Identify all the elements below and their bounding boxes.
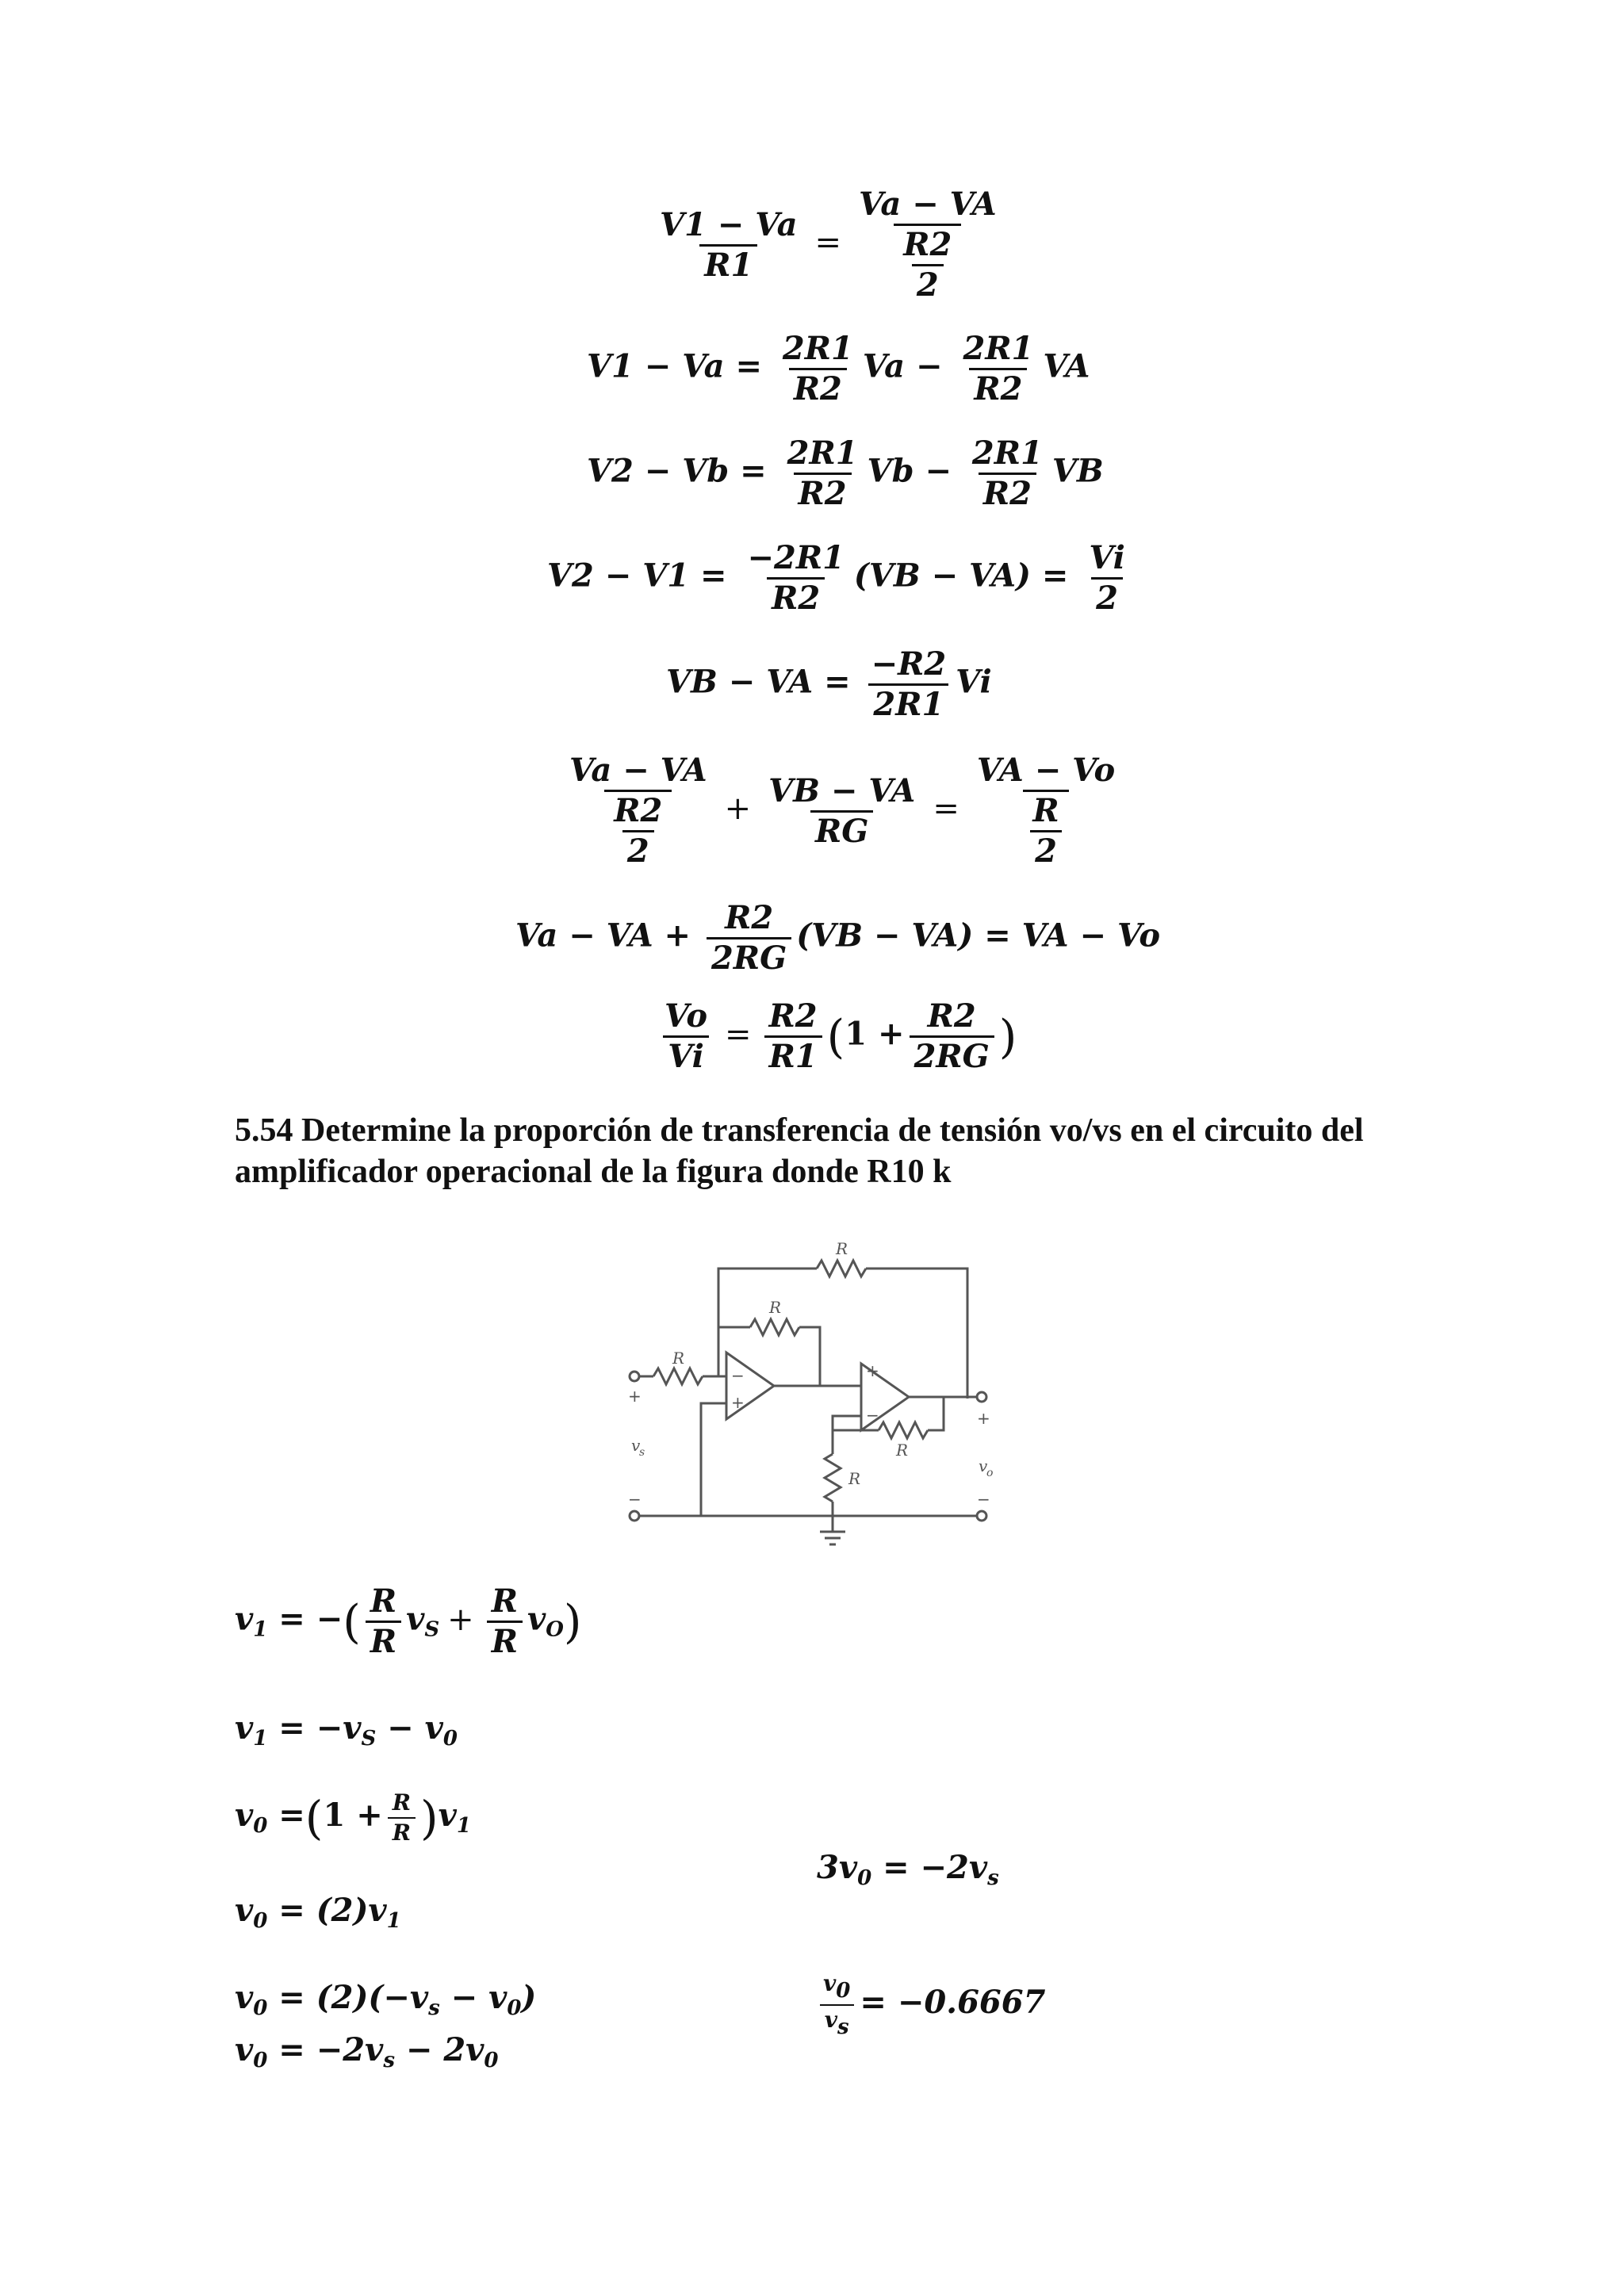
label-r-ground: R xyxy=(848,1469,861,1488)
eq6-frac3-den-den: 2 xyxy=(1030,830,1062,867)
eq3-frac2-den: R2 xyxy=(979,473,1036,510)
eq1-rhs-den-denominator: 2 xyxy=(912,264,944,301)
s1-equals: = − xyxy=(278,1600,343,1638)
solution-2 xyxy=(235,1709,458,1751)
eq3-lhs: V2 − Vb = xyxy=(587,452,767,490)
output-minus: − xyxy=(977,1490,990,1509)
equation-2 xyxy=(587,330,1090,408)
eq8-frac1-num: R2 xyxy=(768,997,818,1035)
eq4-lhs: V2 − V1 = xyxy=(547,557,727,595)
eq1-lhs-denominator: R1 xyxy=(699,244,757,281)
equation-6: $\frac{Va - VA}{\frac{R2}{2}}$ + $\frac{VB - VA}{RG}$ = $\frac{VA - Vo}{\frac{R}{2}}$ xyxy=(560,755,1124,867)
eq6-frac1-den-num: R2 xyxy=(614,792,663,829)
s3-frac-num: R xyxy=(392,1789,411,1816)
eq8-frac2-num: R2 xyxy=(927,997,976,1035)
s3-lhs-sub: 0 xyxy=(253,1814,268,1838)
input-terminal xyxy=(630,1372,639,1381)
s1-frac2-den: R xyxy=(487,1621,523,1658)
inner-feedback-wire-right xyxy=(799,1327,820,1386)
output-terminal xyxy=(977,1392,986,1402)
eq4-middle: (VB − VA) = xyxy=(853,557,1069,595)
s3-equals: = xyxy=(278,1797,305,1834)
s6-sub2: s xyxy=(383,2049,395,2072)
s1-lhs: v xyxy=(235,1600,254,1638)
eq6-frac2-den: RG xyxy=(810,810,873,848)
inner-resistor xyxy=(750,1319,799,1335)
s2-sub1: 1 xyxy=(253,1727,268,1751)
solution-1: $v_1$ = −( $\frac{R}{R}$ $v_S$ + $\frac{R}{R}$ $v_O$) xyxy=(235,1582,582,1660)
eq8-lhs-num: Vo xyxy=(665,997,708,1035)
output-plus: + xyxy=(977,1409,990,1428)
s7-lhs: 3v xyxy=(817,1849,858,1886)
equation-4 xyxy=(547,539,1135,617)
s3-term: v xyxy=(438,1797,457,1834)
eq2-frac1-num: 2R1 xyxy=(782,330,853,367)
s5-sub2: s xyxy=(428,1996,440,2020)
s2-v: v xyxy=(235,1709,254,1747)
eq5-frac-den: 2R1 xyxy=(868,683,948,721)
s1-frac1-den: R xyxy=(366,1621,401,1658)
opamp-circuit-diagram xyxy=(619,1221,1015,1586)
s6-rest: = −2v xyxy=(267,2031,384,2068)
equation-5 xyxy=(666,645,992,723)
eq3-frac1-num: 2R1 xyxy=(787,434,858,472)
s4-rest-sub: 1 xyxy=(386,1909,401,1933)
s5-lhs: v xyxy=(235,1979,254,2016)
s1-term1-sub: S xyxy=(424,1617,440,1642)
s7-rest: = −2v xyxy=(871,1849,988,1886)
equation-8: $\frac{Vo}{Vi}$ = $\frac{R2}{R1}$ (1 + $\frac{R2}{2RG}$ ) xyxy=(655,1001,1017,1073)
equation-7 xyxy=(515,899,1161,977)
eq3-term1: Vb − xyxy=(867,452,952,490)
eq4-frac1-den: R2 xyxy=(767,577,825,614)
opamp2-minus-sign: − xyxy=(866,1406,879,1425)
solution-7 xyxy=(817,1849,999,1890)
eq2-lhs: V1 − Va = xyxy=(587,347,762,385)
input-plus: + xyxy=(628,1387,642,1406)
opamp2-plus-sign: + xyxy=(866,1361,879,1380)
eq4-frac2-den: 2 xyxy=(1091,577,1123,614)
s3-lhs: v xyxy=(235,1797,254,1834)
label-vo-sub: o xyxy=(986,1467,994,1479)
s7-lhs-sub: 0 xyxy=(857,1866,872,1890)
label-r-top: R xyxy=(836,1239,848,1258)
s1-term2-sub: O xyxy=(546,1617,564,1642)
eq7-frac-num: R2 xyxy=(725,899,774,936)
s8-frac-num: v xyxy=(823,1970,837,1996)
eq8-frac2-den: 2RG xyxy=(910,1035,994,1073)
eq8-one-plus: 1 + xyxy=(845,1015,905,1053)
s8-frac-num-sub: 0 xyxy=(836,1979,851,2003)
opamp1-minus-sign: − xyxy=(731,1366,745,1385)
s2-sub3: 0 xyxy=(442,1727,458,1751)
input-resistor xyxy=(653,1368,703,1384)
s6-lhs: v xyxy=(235,2031,254,2068)
lower-wire-right xyxy=(928,1397,944,1430)
eq2-frac2-num: 2R1 xyxy=(963,330,1034,367)
s1-plus: + xyxy=(447,1601,474,1638)
solution-4 xyxy=(235,1892,401,1933)
eq5-term: Vi xyxy=(956,663,992,701)
s6-rest2: − 2v xyxy=(394,2031,485,2068)
eq6-frac1-den-den: 2 xyxy=(622,830,654,867)
eq2-frac2-den: R2 xyxy=(969,368,1027,405)
s3-one-plus: 1 + xyxy=(323,1797,383,1834)
opamp1-plus-sign: + xyxy=(731,1393,745,1412)
equation-1: $\frac{V1 - Va}{R1}$ = $\frac{Va - VA}{\frac{R2}{2}}$ xyxy=(650,189,1006,301)
eq7-lhs: Va − VA + xyxy=(515,916,691,955)
eq2-term1: Va − xyxy=(862,347,943,385)
s5-rest2: − v xyxy=(439,1979,508,2016)
label-r-inner: R xyxy=(769,1298,782,1317)
ground-resistor xyxy=(825,1454,841,1502)
s3-term-sub: 1 xyxy=(456,1814,471,1838)
eq3-term2: VB xyxy=(1051,452,1104,490)
s3-frac-den: R xyxy=(388,1817,416,1844)
s8-frac-den: v xyxy=(824,2007,837,2033)
eq6-frac2-num: VB − VA xyxy=(768,771,916,809)
s5-close: ) xyxy=(521,1979,537,2016)
eq7-rest: (VB − VA) = VA − Vo xyxy=(796,916,1161,955)
eq2-term2: VA xyxy=(1043,347,1090,385)
s1-term2: v xyxy=(527,1600,546,1638)
s1-frac2-num: R xyxy=(491,1582,518,1620)
problem-heading: 5.54 Determine la proporción de transferencia de tensión vo/vs en el circuito del amplificador operacional de la figura donde R10 k xyxy=(235,1112,1364,1190)
s1-term1: v xyxy=(406,1600,425,1638)
label-vs-sub: s xyxy=(639,1446,645,1459)
input-minus: − xyxy=(628,1490,642,1509)
eq1-rhs-numerator: Va − VA xyxy=(859,186,997,223)
s1-lhs-sub: 1 xyxy=(253,1617,268,1642)
eq8-lhs-den: Vi xyxy=(663,1035,709,1073)
s5-sub3: 0 xyxy=(507,1996,522,2020)
solution-3: $v_0 =(1$ + $\frac{R}{R}$ )$v_1$ xyxy=(235,1789,471,1846)
solution-5 xyxy=(235,1979,537,2020)
feedback-resistor-2 xyxy=(879,1422,928,1438)
label-r-feedback2: R xyxy=(896,1441,909,1460)
eq1-lhs-numerator: V1 − Va xyxy=(660,205,798,243)
s6-sub3: 0 xyxy=(484,2049,499,2072)
label-vs: v xyxy=(631,1436,641,1455)
eq4-frac1-num: −2R1 xyxy=(747,539,845,576)
solution-8 xyxy=(814,1970,1046,2039)
eq5-frac-num: −R2 xyxy=(871,645,947,683)
eq3-frac2-num: 2R1 xyxy=(971,434,1043,472)
ground-terminal-left xyxy=(630,1511,639,1521)
opamp-1-plus-ground xyxy=(701,1403,726,1516)
eq7-frac-den: 2RG xyxy=(707,937,791,974)
s4-rest: = (2)v xyxy=(267,1892,387,1929)
s5-lhs-sub: 0 xyxy=(253,1996,268,2020)
eq6-frac1-num: Va − VA xyxy=(569,752,707,789)
eq3-frac1-den: R2 xyxy=(794,473,852,510)
eq2-frac1-den: R2 xyxy=(789,368,847,405)
s8-frac-den-sub: s xyxy=(837,2015,849,2039)
s6-lhs-sub: 0 xyxy=(253,2049,268,2072)
s8-rest: = −0.6667 xyxy=(860,1984,1046,2021)
s7-rest-sub: s xyxy=(987,1866,999,1890)
s2-sub2: S xyxy=(361,1727,377,1751)
eq6-frac3-den-num: R xyxy=(1032,792,1059,829)
top-feedback-wire xyxy=(718,1269,817,1376)
opamp-2-minus-wire xyxy=(833,1416,861,1454)
eq8-frac1-den: R1 xyxy=(764,1035,822,1073)
top-resistor xyxy=(817,1261,866,1276)
eq5-lhs: VB − VA = xyxy=(666,663,851,701)
label-r-input: R xyxy=(672,1349,685,1368)
s4-lhs: v xyxy=(235,1892,254,1929)
s1-frac1-num: R xyxy=(370,1582,397,1620)
ground-terminal-right xyxy=(977,1511,986,1521)
eq4-frac2-num: Vi xyxy=(1089,539,1125,576)
equation-3 xyxy=(587,434,1104,512)
s2-rest: = −v xyxy=(267,1709,362,1747)
label-vo: v xyxy=(979,1456,988,1475)
eq6-frac3-num: VA − Vo xyxy=(976,752,1116,789)
solution-6 xyxy=(235,2031,499,2072)
s4-lhs-sub: 0 xyxy=(253,1909,268,1933)
s5-rest: = (2)(−v xyxy=(267,1979,429,2016)
s2-rest2: − v xyxy=(376,1709,443,1747)
eq1-rhs-den-numerator: R2 xyxy=(903,226,952,263)
